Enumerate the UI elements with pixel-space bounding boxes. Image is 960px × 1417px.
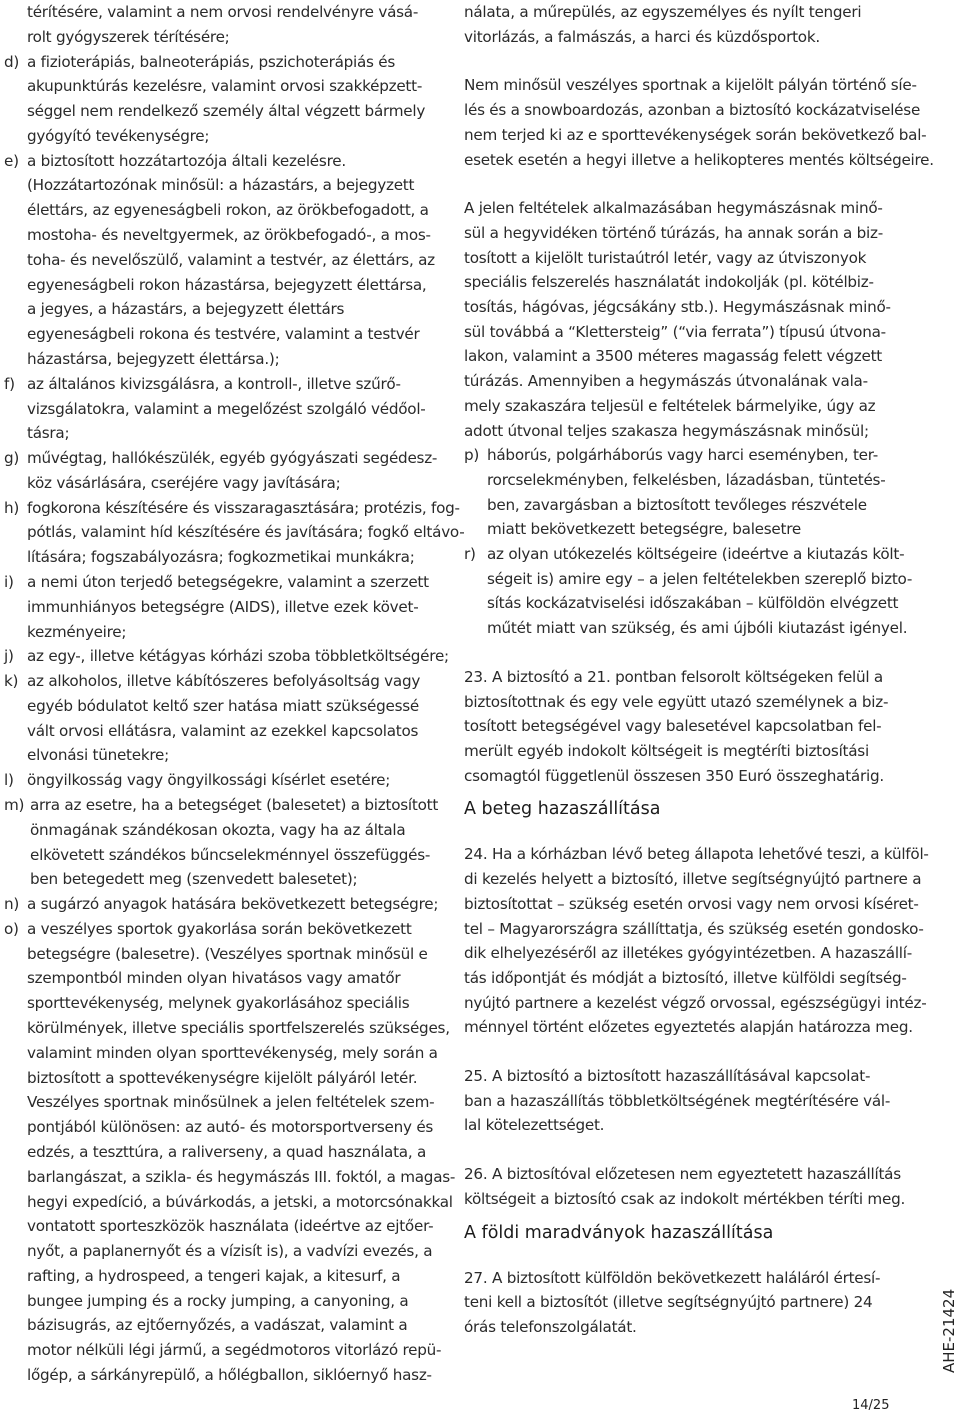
paragraph bbox=[464, 0, 894, 49]
section-heading: A földi maradványok hazaszállítása bbox=[464, 1222, 774, 1243]
list-item-body bbox=[4, 917, 456, 1388]
list-item bbox=[4, 793, 442, 892]
text-line: teni kell a biztosítót (illetve segítségnyújtó partnere) 24 bbox=[464, 1293, 873, 1312]
list-item-label: o) bbox=[4, 919, 19, 938]
text-line: háborús, polgárháborús vagy harci eseményben, ter- bbox=[487, 446, 879, 465]
text-line: órás telefonszolgálatát. bbox=[464, 1317, 637, 1336]
text-line: nyújtó partnere a kezelést végző orvossal, egészségügyi intéz- bbox=[464, 993, 927, 1012]
text-line: tosítás, hágóvas, jégcsákány stb.). Hegymászásnak minő- bbox=[464, 298, 891, 317]
text-line: Veszélyes sportnak minősülnek a jelen feltételek szem- bbox=[27, 1093, 435, 1112]
text-line: köz vásárlására, cseréjére vagy javítására; bbox=[27, 473, 341, 492]
text-line: a veszélyes sportok gyakorlása során bekövetkezett bbox=[27, 919, 412, 938]
text-line: betegségre (balesetre). (Veszélyes sportnak minősül e bbox=[27, 944, 428, 963]
list-item-label: r) bbox=[464, 545, 476, 564]
list-item bbox=[4, 496, 465, 570]
list-item-label: e) bbox=[4, 151, 19, 170]
text-line: motor nélküli légi jármű, a segédmotoros vitorlázó repü- bbox=[27, 1341, 442, 1360]
list-item-label: k) bbox=[4, 672, 19, 691]
text-line: miatt bekövetkezett betegségre, balesetre bbox=[487, 520, 801, 539]
text-line: egyeneságbeli rokona és testvére, valamint a testvér bbox=[27, 325, 420, 344]
list-item-body bbox=[4, 372, 442, 446]
list-item-label: g) bbox=[4, 449, 20, 468]
text-line: vontatott sporteszközök használata (ideértve az ejtőer- bbox=[27, 1217, 434, 1236]
text-line: valamint minden olyan sporttevékenység, mely során a bbox=[27, 1043, 438, 1062]
section-heading: A beteg hazaszállítása bbox=[464, 799, 661, 820]
text-line: bázisugrás, az ejtőernyőzés, a vadászat, valamint a bbox=[27, 1316, 408, 1335]
page-number: 14/25 bbox=[852, 1398, 890, 1413]
text-line: ban a hazaszállítás többletköltségének megtérítésére vál- bbox=[464, 1091, 891, 1110]
text-line: az egy-, illetve kétágyas kórházi szoba többletköltségére; bbox=[27, 647, 449, 666]
text-line: toha- és nevelőszülő, valamint a testvér, az élettárs, az bbox=[27, 250, 435, 269]
text-line: 25. A biztosító a biztosított hazaszállításával kapcsolat- bbox=[464, 1067, 871, 1086]
text-line: a nemi úton terjedő betegségekre, valamint a szerzett bbox=[27, 572, 429, 591]
heading-gap bbox=[464, 822, 894, 842]
text-line: élettárs, az egyeneságbeli rokon, az örökbefogadott, a bbox=[27, 201, 429, 220]
list-item-body bbox=[464, 443, 894, 542]
text-line: hegyi expedíció, a búvárkodás, a jetski, a motorcsónakkal bbox=[27, 1192, 453, 1211]
text-line: Nem minősül veszélyes sportnak a kijelölt pályán történő síe- bbox=[464, 76, 917, 95]
list-item-label: n) bbox=[4, 895, 20, 914]
text-line: di kezelés helyett a biztosító, illetve segítségnyújtó partnere a bbox=[464, 870, 922, 889]
paragraph bbox=[464, 842, 929, 1040]
list-item-label: h) bbox=[4, 498, 20, 517]
text-line: körülmények, illetve speciális sportfelszerelés szükséges, bbox=[27, 1019, 450, 1038]
text-line: egyéb bódulatot keltő szer hatása miatt szükségessé bbox=[27, 696, 419, 715]
text-line: kezményeire; bbox=[27, 622, 127, 641]
text-line: egyeneságbeli rokon házastársa, bejegyzett élettársa, bbox=[27, 275, 427, 294]
text-line: költségeit a biztosító csak az indokolt mértékben téríti meg. bbox=[464, 1189, 906, 1208]
text-line: dik elhelyezéséről az illetékes gyógyintézetben. A hazaszállí- bbox=[464, 944, 912, 963]
text-line: biztosítottat – szükség esetén orvosi vagy nem orvosi kíséret- bbox=[464, 894, 919, 913]
paragraph bbox=[464, 665, 894, 789]
text-line: vált orvosi ellátásra, valamint az ezekkel kapcsolatos bbox=[27, 721, 419, 740]
list-item-label: d) bbox=[4, 52, 20, 71]
text-line: öngyilkosság vagy öngyilkossági kísérlet esetére; bbox=[27, 771, 391, 790]
text-line: az alkoholos, illetve kábítószeres befolyásoltság vagy bbox=[27, 672, 421, 691]
text-line: elvonási tünetekre; bbox=[27, 746, 170, 765]
text-line: ségeit is) amire egy – a jelen feltételekben szereplő bizto- bbox=[487, 569, 913, 588]
list-item bbox=[4, 50, 442, 149]
text-line: mely szakaszára teljesül e feltételek bármelyike, úgy az bbox=[464, 396, 876, 415]
text-line: sül a hegyvidéken történő túrázás, ha annak során a biz- bbox=[464, 223, 883, 242]
text-line: tás időpontját és módját a biztosító, illetve külföldi segítség- bbox=[464, 968, 907, 987]
list-item bbox=[4, 570, 442, 644]
text-line: rorcselekményben, felkelésben, lázadásban, tüntetés- bbox=[487, 470, 886, 489]
text-line: a jegyes, a házastárs, a bejegyzett élettárs bbox=[27, 300, 345, 319]
text-line: vitorlázás, a falmászás, a harci és küzdősportok. bbox=[464, 27, 820, 46]
list-item-body bbox=[4, 669, 442, 768]
list-item-label: i) bbox=[4, 572, 14, 591]
paragraph bbox=[464, 73, 934, 172]
text-line: nálata, a műrepülés, az egyszemélyes és nyílt tengeri bbox=[464, 3, 862, 21]
list-item bbox=[4, 917, 456, 1388]
list-item bbox=[464, 443, 894, 542]
text-line: tásra; bbox=[27, 424, 70, 443]
paragraph bbox=[464, 196, 894, 443]
text-line: edzés, a teszttúra, a raliverseny, a quad használata, a bbox=[27, 1142, 427, 1161]
text-line: művégtag, hallókészülék, egyéb gyógyászati segédesz- bbox=[27, 449, 438, 468]
text-line: pontjából különösen: az autó- és motorsportverseny és bbox=[27, 1118, 434, 1137]
text-line: biztosított a spottevékenységre kijelölt pályáról letér. bbox=[27, 1068, 418, 1087]
list-item-body bbox=[4, 644, 449, 669]
text-line: 26. A biztosítóval előzetesen nem egyeztetett hazaszállítás bbox=[464, 1165, 901, 1184]
list-item-body bbox=[4, 496, 465, 570]
text-line: a biztosított hozzátartozója általi kezelésre. bbox=[27, 151, 346, 170]
list-item bbox=[4, 768, 442, 793]
list-item bbox=[4, 669, 442, 768]
text-line: barlangászat, a szikla- és hegymászás III. foktól, a magas- bbox=[27, 1167, 456, 1186]
text-line: (Hozzátartozónak minősül: a házastárs, a bejegyzett bbox=[27, 176, 415, 195]
text-line: speciális felszerelés használatát indokolják (pl. kötélbiz- bbox=[464, 273, 874, 292]
text-line: önmagának szándékosan okozta, vagy ha az általa bbox=[30, 820, 406, 839]
text-line: rafting, a hydrospeed, a tengeri kajak, a kitesurf, a bbox=[27, 1266, 401, 1285]
text-line: túrázás. Amennyiben a hegymászás útvonalának vala- bbox=[464, 372, 868, 391]
continued-text bbox=[4, 0, 442, 50]
text-line: arra az esetre, ha a betegséget (balesetet) a biztosított bbox=[30, 796, 439, 814]
list-item-body bbox=[4, 149, 442, 372]
list-item-label: p) bbox=[464, 446, 480, 465]
text-line: lakon, valamint a 3500 méteres magasság felett végzett bbox=[464, 347, 882, 366]
text-line: tosított a kijelölt turistaútról letér, vagy az útviszonyok bbox=[464, 248, 867, 267]
text-line: műtét miatt van szükség, és ami újbóli kiutazást igényel. bbox=[487, 619, 908, 638]
text-line: elkövetett szándékos bűncselekménnyel összefüggés- bbox=[30, 845, 431, 864]
text-line: szempontból minden olyan hivatásos vagy amatőr bbox=[27, 969, 401, 988]
list-item-label: f) bbox=[4, 374, 15, 393]
text-line: lés és a snowboardozás, azonban a biztosító kockázatviselése bbox=[464, 101, 921, 120]
list-item-body bbox=[4, 793, 442, 892]
paragraph-gap bbox=[464, 1138, 894, 1162]
text-line: sül továbbá a “Klettersteig” (“via ferrata”) típusú útvona- bbox=[464, 322, 886, 341]
list-item bbox=[464, 542, 913, 641]
text-line: fogkorona készítésére és visszaragasztására; protézis, fog- bbox=[27, 498, 460, 517]
text-line: a fizioterápiás, balneoterápiás, pszichoterápiás és bbox=[27, 52, 396, 71]
text-line: immunhiányos betegségre (AIDS), illetve ezek követ- bbox=[27, 597, 419, 616]
list-item-body bbox=[4, 570, 442, 644]
right-column bbox=[464, 0, 934, 1340]
paragraph bbox=[464, 1266, 894, 1340]
text-line: az olyan utókezelés költségeire (ideértve a kiutazás költ- bbox=[487, 545, 905, 564]
text-line: biztosítottnak és egy vele együtt utazó személynek a biz- bbox=[464, 692, 889, 711]
text-line: csomagtól függetlenül összesen 350 Euró összeghatárig. bbox=[464, 766, 884, 785]
text-line: bungee jumping és a rocky jumping, a canyoning, a bbox=[27, 1291, 409, 1310]
paragraph-gap bbox=[464, 1040, 894, 1064]
text-line: sítás kockázatviselési időszakában – külföldön elvégzett bbox=[487, 594, 899, 613]
list-item-body bbox=[4, 768, 442, 793]
paragraph-gap bbox=[464, 49, 894, 73]
heading-gap bbox=[464, 1246, 894, 1266]
list-item bbox=[4, 892, 442, 917]
list-item-label: j) bbox=[4, 647, 14, 666]
text-line: a sugárzó anyagok hatására bekövetkezett betegségre; bbox=[27, 895, 439, 914]
document-id: AHE-21424 bbox=[940, 1288, 958, 1374]
text-line: rolt gyógyszerek térítésére; bbox=[27, 27, 230, 46]
paragraph bbox=[464, 1162, 906, 1211]
text-line: nem terjed ki az e sporttevékenységek során bekövetkező bal- bbox=[464, 125, 927, 144]
left-column bbox=[4, 0, 465, 1388]
text-line: akupunktúrás kezelésre, valamint orvosi szakképzett- bbox=[27, 77, 423, 96]
text-line: lítására; fogszabályozásra; fogkozmetikai munkákra; bbox=[27, 548, 415, 567]
text-line: 23. A biztosító a 21. pontban felsorolt költségeken felül a bbox=[464, 667, 883, 686]
paragraph-gap bbox=[464, 172, 894, 196]
list-item-label: m) bbox=[4, 796, 25, 814]
text-line: merült egyéb indokolt költségeit is megtéríti biztosítási bbox=[464, 741, 869, 760]
text-line: házastársa, bejegyzett élettársa.); bbox=[27, 349, 280, 368]
list-item bbox=[4, 149, 442, 372]
text-line: 27. A biztosított külföldön bekövetkezett haláláról értesí- bbox=[464, 1268, 881, 1287]
paragraph-gap bbox=[464, 641, 894, 665]
text-line: az általános kivizsgálásra, a kontroll-, illetve szűrő- bbox=[27, 374, 401, 393]
text-line: tosított betegségével vagy balesetével kapcsolatban fel- bbox=[464, 717, 882, 736]
list-item-body bbox=[4, 892, 442, 917]
list-item bbox=[4, 372, 442, 446]
text-line: mostoha- és neveltgyermek, az örökbefogadó-, a mos- bbox=[27, 226, 431, 245]
text-line: esetek esetén a hegyi illetve a helikopteres mentés költségeire. bbox=[464, 150, 934, 169]
text-line: ménnyel történt előzetes egyeztetés alapján határozza meg. bbox=[464, 1018, 913, 1037]
text-line: séggel nem rendelkező személy által végzett bármely bbox=[27, 102, 426, 121]
text-line: ben betegedett meg (szenvedett balesetet); bbox=[30, 870, 358, 889]
text-line: sporttevékenység, melynek gyakorlásához speciális bbox=[27, 994, 410, 1013]
text-line: A jelen feltételek alkalmazásában hegymászásnak minő- bbox=[464, 199, 883, 218]
list-item-body bbox=[4, 50, 442, 149]
list-item bbox=[4, 446, 442, 496]
list-item bbox=[4, 644, 449, 669]
text-line: lőgép, a sárkányrepülő, a hőlégballon, siklóernyő hasz- bbox=[27, 1365, 432, 1384]
text-line: gyógyító tevékenységre; bbox=[27, 126, 210, 145]
list-item-body bbox=[4, 446, 442, 496]
text-line: tel – Magyarországra szállíttatja, és szükség esetén gondosko- bbox=[464, 919, 924, 938]
text-line: vizsgálatokra, valamint a megelőzést szolgáló védőol- bbox=[27, 399, 426, 418]
text-line: lal kötelezettséget. bbox=[464, 1116, 605, 1135]
text-line: ben, zavargásban a biztosított tevőleges részvétele bbox=[487, 495, 867, 514]
text-line: pótlás, valamint híd készítésére és javítására; fogkő eltávo- bbox=[27, 523, 465, 542]
text-line: adott útvonal teljes szakasza hegymászásnak minősül; bbox=[464, 421, 869, 440]
paragraph bbox=[464, 1064, 894, 1138]
text-line: nyőt, a paplanernyőt és a vízisít is), a vadvízi evezés, a bbox=[27, 1242, 433, 1261]
text-line: térítésére, valamint a nem orvosi rendelvényre vásá- bbox=[27, 3, 419, 21]
text-line: 24. Ha a kórházban lévő beteg állapota lehetővé teszi, a külföl- bbox=[464, 845, 929, 864]
list-item-label: l) bbox=[4, 771, 14, 790]
list-item-body bbox=[464, 542, 913, 641]
